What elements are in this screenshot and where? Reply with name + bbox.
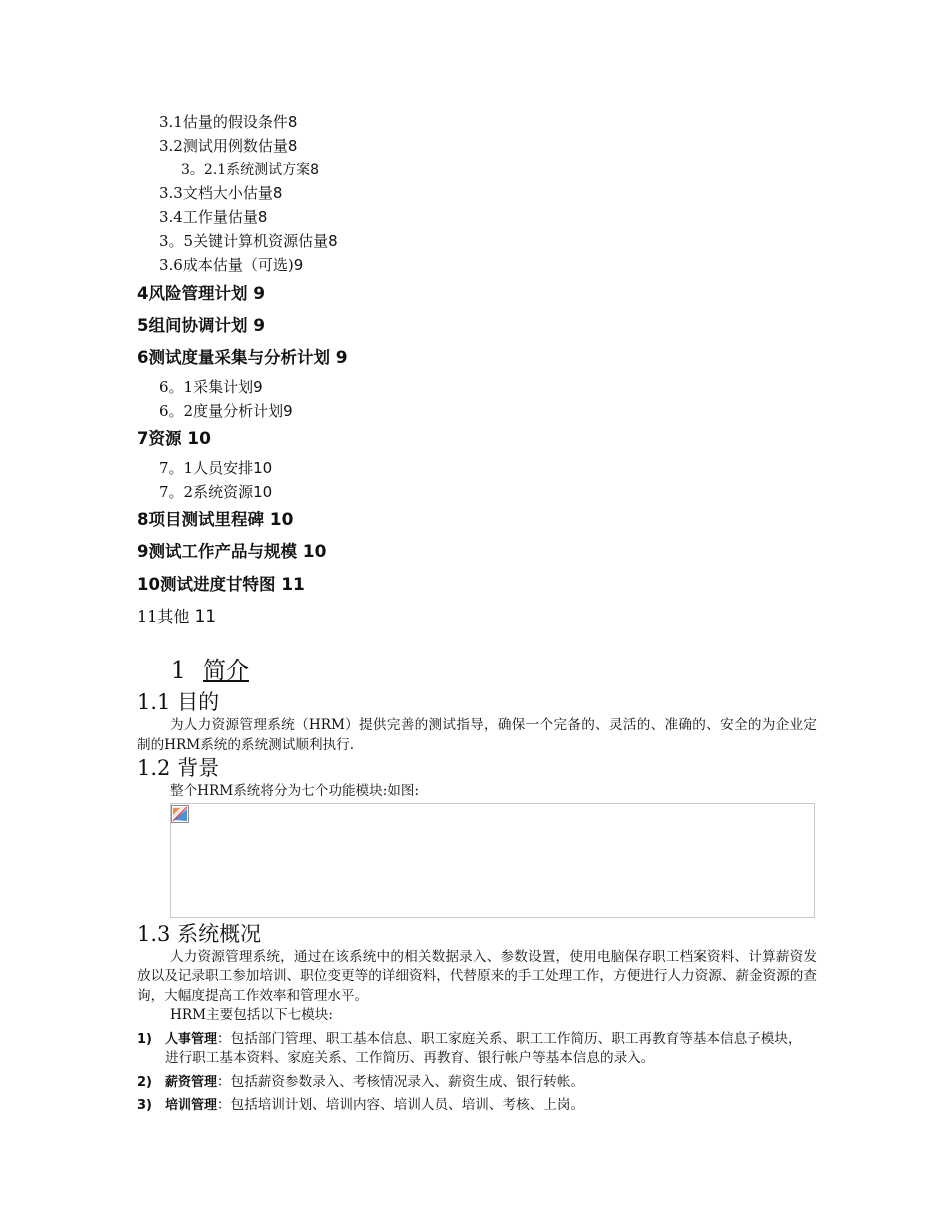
list-item [137, 1030, 817, 1069]
toc-entry[interactable]: 9测试工作产品与规模 10 [137, 542, 327, 563]
list-number: 2) [137, 1074, 152, 1090]
toc-page-number: 11 [281, 574, 305, 595]
toc-page-number: 8 [257, 207, 268, 226]
toc-page-number: 10 [269, 510, 294, 531]
toc-entry[interactable]: 6测试度量采集与分析计划 9 [137, 348, 348, 369]
broken-image-icon [171, 805, 189, 823]
section-1-1-body: 为人力资源管理系统（HRM）提供完善的测试指导，确保一个完备的、灵活的、准确的、安全的为企业定制的HRM系统的系统测试顺利执行. [137, 717, 817, 753]
toc-page-number: 11 [194, 607, 217, 628]
toc-page-number: 8 [328, 232, 338, 251]
chapter-heading [171, 653, 817, 689]
toc-entry[interactable]: 5组间协调计划 9 [137, 316, 266, 337]
toc-page-number: 10 [302, 542, 327, 563]
section-heading-1-1: 1.1 目的 [137, 690, 220, 715]
list-item [137, 1073, 817, 1093]
list-item [137, 1096, 817, 1116]
list-label: 薪资管理 [165, 1074, 218, 1090]
toc-entry[interactable]: 3。5关键计算机资源估量8 [159, 232, 338, 251]
section-1-3-body: 人力资源管理系统，通过在该系统中的相关数据录入、参数设置，使用电脑保存职工档案资料、计算薪资发放以及记录职工参加培训、职位变更等的详细资料，代替原来的手工处理工作，方便进行人力资源、薪金资源的查询，大幅度提高工作效率和管理水平。 [137, 948, 817, 1004]
toc-page-number: 10 [187, 429, 211, 450]
section-1-3-intro: HRM主要包括以下七模块: [170, 1007, 333, 1024]
section-heading-1-3: 1.3 系统概况 [137, 921, 262, 946]
list-label: 培训管理 [165, 1098, 218, 1114]
list-text: ：包括培训计划、培训内容、培训人员、培训、考核、上岗。 [217, 1097, 585, 1114]
toc-entry[interactable]: 3。2.1系统测试方案8 [181, 161, 320, 178]
chapter-title: 简介 [203, 658, 249, 685]
toc-entry[interactable]: 8项目测试里程碑 10 [137, 510, 294, 531]
toc-entry[interactable]: 7。2系统资源10 [159, 482, 273, 501]
toc-entry[interactable]: 4风险管理计划 9 [137, 283, 266, 304]
toc-page-number: 8 [287, 113, 298, 131]
toc-page-number: 8 [287, 137, 298, 156]
toc-page-number: 10 [253, 458, 273, 477]
toc-page-number: 9 [335, 348, 348, 369]
toc-entry[interactable]: 7。1人员安排10 [159, 458, 273, 477]
toc-page-number: 9 [283, 401, 293, 420]
toc-entry[interactable]: 3.1估量的假设条件8 [159, 113, 298, 131]
list-text: ：包括部门管理、职工基本信息、职工家庭关系、职工工作简历、职工再教育等基本信息子模块，进行职工基本资料、家庭关系、工作简历、再教育、银行帐户等基本信息的录入。 [165, 1030, 802, 1067]
toc-page-number: 10 [253, 482, 273, 501]
toc-entry[interactable]: 7资源 10 [137, 429, 211, 450]
list-text: ：包括薪资参数录入、考核情况录入、薪资生成、银行转帐。 [217, 1073, 585, 1090]
toc-entry[interactable]: 10测试进度甘特图 11 [137, 574, 305, 595]
toc-page-number: 9 [293, 256, 304, 275]
list-label: 人事管理 [165, 1031, 218, 1047]
toc-page-number: 9 [253, 377, 263, 396]
list-number: 3) [137, 1098, 152, 1114]
toc-page-number: 8 [310, 161, 320, 178]
toc-entry[interactable]: 6。2度量分析计划9 [159, 401, 293, 420]
document-page [137, 110, 817, 1116]
toc-entry[interactable]: 11其他 11 [137, 607, 217, 628]
module-diagram-image [170, 803, 815, 918]
chapter-number: 1 [171, 658, 186, 685]
toc-entry[interactable]: 6。1采集计划9 [159, 377, 263, 396]
toc-entry[interactable]: 3.3文档大小估量8 [159, 183, 283, 202]
toc-page-number: 9 [253, 283, 266, 304]
toc-entry[interactable]: 3.6成本估量（可选)9 [159, 256, 304, 275]
section-heading-1-2: 1.2 背景 [137, 756, 220, 781]
toc-entry[interactable]: 3.4工作量估量8 [159, 207, 268, 226]
toc-entry[interactable]: 3.2测试用例数估量8 [159, 137, 298, 156]
toc-page-number: 9 [253, 316, 266, 337]
section-1-2-body: 整个HRM系统将分为七个功能模块:如图: [170, 783, 420, 800]
table-of-contents [137, 110, 817, 633]
list-number: 1) [137, 1031, 152, 1047]
toc-page-number: 8 [272, 183, 283, 202]
